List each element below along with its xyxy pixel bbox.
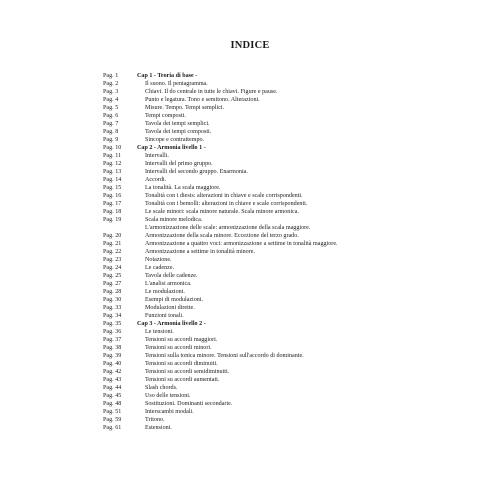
toc-page-number: Pag. 35 xyxy=(103,320,122,327)
toc-entry-text: Chiavi. Il do centrale in tutte le chiavi. Figure e pause. xyxy=(145,88,278,95)
toc-row xyxy=(103,240,463,248)
toc-chapter-heading: Cap 2 - Armonia livello 1 - xyxy=(137,144,206,151)
toc-entry-text: Tonalità con i bemolli: alterazioni in chiave e scale corrispondenti. xyxy=(145,200,308,207)
toc-page-number: Pag. 36 xyxy=(103,329,122,335)
toc-page-number: Pag. 15 xyxy=(103,184,122,191)
toc-page-number: Pag. 59 xyxy=(103,417,122,424)
toc-page-number: Pag. 28 xyxy=(103,288,122,295)
toc-entry-text: Armonizzazione della scala minore. Eccezione del terzo grado. xyxy=(145,232,299,239)
toc-page-number: Pag. 22 xyxy=(103,248,122,255)
toc-row xyxy=(103,336,463,344)
toc-entry-text: Tensioni su accordi aumentati. xyxy=(145,377,220,384)
toc-entry-text: Tensioni su accordi diminuiti. xyxy=(145,361,218,368)
toc-entry-text: Notazione. xyxy=(145,256,172,263)
toc-page-number: Pag. 20 xyxy=(103,232,122,239)
toc-row xyxy=(103,312,463,320)
toc-entry-text: Tavola dei tempi semplici. xyxy=(145,120,210,127)
toc-row xyxy=(103,304,463,312)
page-title: INDICE xyxy=(230,40,270,51)
toc-page-number: Pag. 40 xyxy=(103,361,122,368)
toc-page-number: Pag. 23 xyxy=(103,256,122,263)
toc-row xyxy=(103,392,463,400)
toc-entry-text: Tensioni su accordi minori. xyxy=(145,345,212,352)
toc-row xyxy=(103,320,463,328)
toc-entry-text: Tensioni su accordi semidiminuiti. xyxy=(145,369,230,376)
toc-row xyxy=(103,272,463,280)
toc-page-number: Pag. 10 xyxy=(103,144,122,151)
toc-row xyxy=(103,176,463,184)
toc-entry-text: Modulazioni dirette. xyxy=(145,304,195,311)
toc-entry-text: Interscambi modali. xyxy=(145,409,194,416)
toc-row xyxy=(103,184,463,192)
toc-page-number: Pag. 2 xyxy=(103,80,119,87)
toc-page-number: Pag. 21 xyxy=(103,240,122,247)
toc-page-number: Pag. 6 xyxy=(103,112,119,119)
toc-chapter-heading: Cap 3 - Armonia livello 2 - xyxy=(137,320,206,327)
toc-entry-text: Slash chords. xyxy=(145,385,178,392)
toc-page-number: Pag. 27 xyxy=(103,280,122,287)
toc-page-number: Pag. 16 xyxy=(103,192,122,199)
toc-entry-text: Armonizzazione a settime in tonalità minore. xyxy=(145,248,255,255)
toc-row xyxy=(103,160,463,168)
toc-entry-text: Armonizzazione a quattro voci: armonizzazione a settime in tonalità maggiore. xyxy=(145,240,338,247)
toc-row xyxy=(103,104,463,112)
toc-row xyxy=(103,80,463,88)
toc-entry-text: Il suono. Il pentagramma. xyxy=(145,80,208,87)
toc-page-number: Pag. 24 xyxy=(103,264,122,271)
toc-row xyxy=(103,72,463,80)
toc-entry-text: La tonalità. La scala maggiore. xyxy=(145,184,221,191)
toc-entry-text: Uso delle tensioni. xyxy=(145,393,191,400)
toc-page-number: Pag. 51 xyxy=(103,409,122,416)
toc-entry-text: Tempi composti. xyxy=(145,112,186,119)
toc-row xyxy=(103,200,463,208)
toc-entry-text: Scala minore melodica. xyxy=(145,216,203,223)
toc-entry-text: Tavola dei tempi composti. xyxy=(145,128,212,135)
toc-row xyxy=(103,168,463,176)
toc-entry-text: Le scale minori: scala minore naturale. Scala minore armonica. xyxy=(145,208,299,215)
toc-entry-text: Le cadenze. xyxy=(145,264,175,271)
toc-entry-text: Tensioni su accordi maggiori. xyxy=(145,337,218,344)
toc-row xyxy=(103,328,463,336)
toc-page-number: Pag. 4 xyxy=(103,96,119,103)
toc-page-number: Pag. 5 xyxy=(103,104,119,111)
toc-page-number: Pag. 9 xyxy=(103,136,119,143)
toc-row xyxy=(103,216,463,224)
toc-entry-text: Intervalli del primo gruppo. xyxy=(145,160,213,167)
table-of-contents xyxy=(103,72,463,433)
toc-page-number: Pag. 33 xyxy=(103,304,122,311)
toc-entry-text: Funzioni tonali. xyxy=(145,312,184,319)
toc-row xyxy=(103,96,463,104)
toc-entry-text: Tavola delle cadenze. xyxy=(145,272,198,279)
toc-row xyxy=(103,152,463,160)
toc-page-number: Pag. 39 xyxy=(103,353,122,360)
toc-page-number: Pag. 25 xyxy=(103,272,122,279)
toc-page-number: Pag. 19 xyxy=(103,216,122,223)
toc-entry-text: Le modulazioni. xyxy=(145,288,185,295)
toc-page-number: Pag. 37 xyxy=(103,337,122,344)
toc-row xyxy=(103,208,463,216)
toc-entry-text: L'analisi armonica. xyxy=(145,280,192,287)
toc-entry-text: Tritono. xyxy=(145,417,165,424)
toc-row xyxy=(103,280,463,288)
toc-row xyxy=(103,224,463,232)
toc-page-number: Pag. 30 xyxy=(103,296,122,303)
toc-row xyxy=(103,408,463,416)
toc-row xyxy=(103,376,463,384)
toc-row xyxy=(103,112,463,120)
toc-entry-text: Misure. Tempo. Tempi semplici. xyxy=(145,104,225,111)
toc-row xyxy=(103,232,463,240)
toc-row xyxy=(103,344,463,352)
toc-page-number: Pag. 7 xyxy=(103,120,119,127)
toc-page-number: Pag. 34 xyxy=(103,312,122,319)
toc-row xyxy=(103,264,463,272)
toc-entry-text: Le tensioni. xyxy=(145,329,174,335)
toc-page-number: Pag. 3 xyxy=(103,88,119,95)
toc-page-number: Pag. 11 xyxy=(103,152,122,159)
toc-row xyxy=(103,144,463,152)
toc-page-number: Pag. 44 xyxy=(103,385,122,392)
toc-row xyxy=(103,424,463,432)
toc-page-number: Pag. 14 xyxy=(103,176,122,183)
toc-row xyxy=(103,384,463,392)
toc-page-number: Pag. 43 xyxy=(103,377,122,384)
toc-page-number: Pag. 17 xyxy=(103,200,122,207)
toc-page-number: Pag. 61 xyxy=(103,425,122,432)
toc-page-number xyxy=(103,224,137,232)
toc-row xyxy=(103,192,463,200)
toc-row xyxy=(103,248,463,256)
toc-page-number: Pag. 48 xyxy=(103,401,122,408)
toc-row xyxy=(103,352,463,360)
toc-page-number: Pag. 45 xyxy=(103,393,122,400)
toc-entry-text: Tensioni sulla tonica minore. Tensioni sull'accordo di dominante. xyxy=(145,353,304,360)
toc-page-number: Pag. 42 xyxy=(103,369,122,376)
toc-entry-text: Punto e legatura. Tono e semitono. Alterazioni. xyxy=(145,96,260,103)
toc-entry-text: Intervalli del secondo gruppo. Enarmonia. xyxy=(145,168,248,175)
toc-row xyxy=(103,416,463,424)
toc-entry-text: Accordi. xyxy=(145,176,167,183)
toc-page-number: Pag. 38 xyxy=(103,345,122,352)
toc-page-number: Pag. 1 xyxy=(103,72,119,79)
toc-row xyxy=(103,368,463,376)
toc-row xyxy=(103,136,463,144)
toc-entry-text: L'armonizzazione delle scale: armonizzazione della scala maggiore. xyxy=(145,224,311,231)
toc-entry-text: Intervalli. xyxy=(145,152,169,159)
toc-row xyxy=(103,296,463,304)
toc-entry-text: Sincope e contrattempo. xyxy=(145,136,205,143)
toc-entry-text: Sostituzioni. Dominanti secondarie. xyxy=(145,401,233,408)
toc-page-number: Pag. 12 xyxy=(103,160,122,167)
toc-row xyxy=(103,120,463,128)
toc-page-number: Pag. 18 xyxy=(103,208,122,215)
toc-entry-text: Esempi di modulazioni. xyxy=(145,296,204,303)
toc-row xyxy=(103,288,463,296)
toc-row xyxy=(103,400,463,408)
toc-chapter-heading: Cap 1 - Teoria di base - xyxy=(137,72,198,79)
toc-row xyxy=(103,88,463,96)
toc-page-number: Pag. 13 xyxy=(103,168,122,175)
toc-row xyxy=(103,360,463,368)
toc-row xyxy=(103,256,463,264)
toc-row xyxy=(103,128,463,136)
toc-page-number: Pag. 8 xyxy=(103,128,119,135)
toc-entry-text: Estensioni. xyxy=(145,425,172,432)
toc-entry-text: Tonalità con i diesis: alterazioni in chiave e scale corrispondenti. xyxy=(145,192,303,199)
